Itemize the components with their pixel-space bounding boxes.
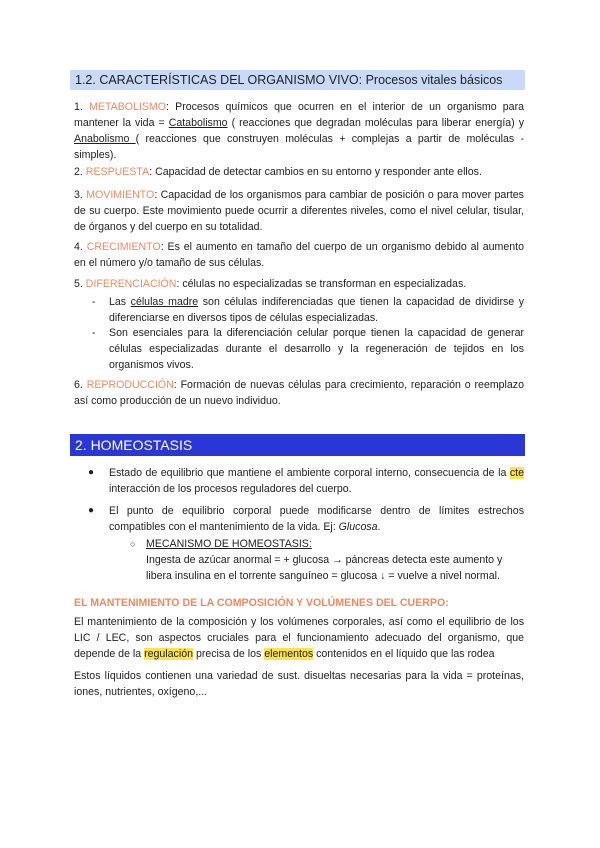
paragraph — [74, 668, 524, 700]
item-text: precisa de los — [193, 648, 265, 660]
list-item — [92, 294, 524, 326]
item-reproduccion — [74, 377, 524, 409]
term-anabolismo: Anabolismo — [74, 133, 136, 145]
item-movimiento — [74, 187, 524, 235]
item-number: 5. — [74, 278, 83, 290]
item-number: 3. — [74, 189, 83, 201]
item-metabolismo — [74, 99, 524, 163]
item-text: : Procesos químicos que ocurren en el interior de un organismo para mantener la vida = — [74, 101, 524, 129]
item-text: Ingesta de azúcar anormal = + glucosa → páncreas detecta este aumento y libera insulina en el torrente sanguíneo = glucosa ↓ = vuelve a nivel normal. — [146, 554, 503, 582]
bullet-icon: ● — [88, 505, 95, 516]
term-reproduccion: REPRODUCCIÓN — [86, 379, 174, 391]
term-metabolismo: METABOLISMO — [89, 101, 166, 113]
item-number: 2. — [74, 166, 83, 178]
list-item — [88, 465, 524, 497]
section-heading-caracteristicas: 1.2. CARACTERÍSTICAS DEL ORGANISMO VIVO: Procesos vitales básicos — [70, 70, 525, 90]
section-heading-homeostasis: 2. HOMEOSTASIS — [70, 434, 525, 456]
item-text: : Capacidad de detectar cambios en su entorno y responder ante ellos. — [149, 166, 482, 178]
item-crecimiento — [74, 239, 524, 271]
item-text: : Es el aumento en tamaño del cuerpo de un organismo debido al aumento en el número y/o tamaño de sus células. — [74, 241, 524, 269]
item-text: Las — [109, 296, 131, 308]
item-text: ( reacciones que degradan moléculas para liberar energía) y — [227, 117, 524, 129]
item-respuesta — [74, 164, 524, 180]
list-item — [88, 503, 524, 535]
item-text: Son esenciales para la diferenciación celular porque tienen la capacidad de generar células especializadas durante el desarrollo y la regeneración de tejidos en los organismos vivos. — [109, 327, 524, 371]
item-text: : Capacidad de los organismos para cambiar de posición o para mover partes de su cuerpo. Este movimiento puede ocurrir a diferentes niveles, como el nivel celular, tisular, de órganos y del cuerpo en su totalidad. — [74, 189, 524, 233]
item-number: 4. — [74, 241, 83, 253]
term-movimiento: MOVIMIENTO — [86, 189, 155, 201]
item-text: Estado de equilibrio que mantiene el ambiente corporal interno, consecuencia de la — [109, 467, 510, 479]
circle-bullet-icon: ○ — [130, 539, 136, 549]
item-text: Estos líquidos contienen una variedad de sust. disueltas necesarias para la vida = proteínas, iones, nutrientes, oxígeno,... — [74, 670, 524, 698]
term-catabolismo: Catabolismo — [168, 117, 228, 129]
item-text: son células indiferenciadas que tienen la capacidad de dividirse y diferenciarse en diversos tipos de células especializadas. — [109, 296, 525, 324]
item-text: El mantenimiento de la composición y los volúmenes corporales, así como el equilibrio de los LIC / LEC, son aspectos cruciales para el funcionamiento adecuado del organismo, que depende de la — [74, 616, 524, 660]
highlight-regulacion: regulación — [144, 648, 193, 660]
sub-title: MECANISMO DE HOMEOSTASIS: — [146, 538, 312, 550]
term-respuesta: RESPUESTA — [85, 166, 150, 178]
item-number: 1. — [74, 101, 83, 113]
item-text: : células no especializadas se transforman en especializadas. — [176, 278, 467, 290]
paragraph — [74, 614, 524, 662]
item-text: contenidos en el líquido que las rodea — [313, 648, 495, 660]
term-glucosa: Glucosa — [338, 521, 378, 533]
item-number: 6. — [74, 379, 83, 391]
item-text: interacción de los procesos reguladores del cuerpo. — [109, 483, 352, 495]
bullet-icon: ● — [88, 467, 95, 478]
item-text: : Formación de nuevas células para crecimiento, reparación o reemplazo así como producción de un nuevo individuo. — [74, 379, 524, 407]
item-text: . — [377, 521, 381, 533]
item-text: El punto de equilibrio corporal puede modificarse dentro de límites estrechos compatibles con el mantenimiento de la vida. Ej: — [109, 505, 524, 533]
item-diferenciacion — [74, 276, 524, 292]
dash-marker: - — [92, 296, 96, 308]
term-crecimiento: CRECIMIENTO — [86, 241, 161, 253]
sub-list-item — [130, 536, 524, 584]
item-text: ( reacciones que construyen moléculas + complejas a partir de moléculas - simples). — [74, 133, 525, 161]
section-heading-mantenimiento: EL MANTENIMIENTO DE LA COMPOSICIÓN Y VOLÚMENES DEL CUERPO: — [74, 597, 449, 609]
list-item — [92, 325, 524, 373]
dash-marker: - — [92, 327, 96, 339]
highlight-elementos: elementos — [264, 648, 314, 660]
term-diferenciacion: DIFERENCIACIÓN — [85, 278, 177, 290]
term-celulas-madre: células madre — [130, 296, 199, 308]
highlight-cte: cte — [509, 467, 524, 479]
